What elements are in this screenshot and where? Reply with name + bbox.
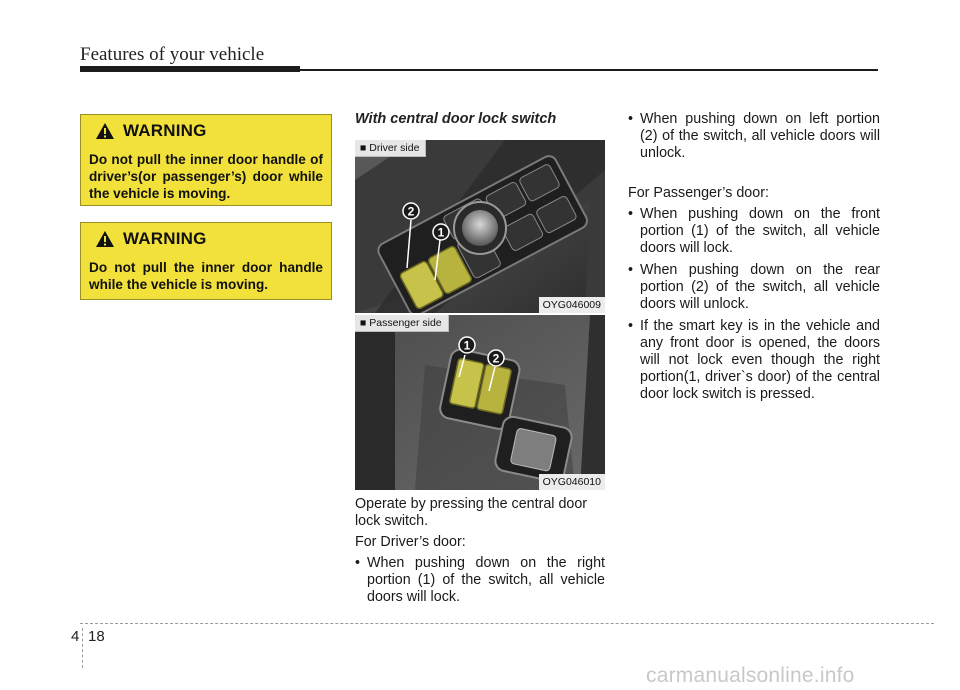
watermark: carmanualsonline.info	[646, 664, 855, 687]
driver-door-heading: For Driver’s door:	[355, 534, 466, 550]
page-header-title: Features of your vehicle	[80, 44, 265, 65]
warning-triangle-icon	[95, 122, 115, 140]
warning-title: WARNING	[123, 121, 207, 140]
callout-1: 1	[437, 225, 445, 240]
header-rule	[300, 69, 878, 71]
page-number: 18	[88, 628, 105, 645]
intro-paragraph: Operate by pressing the central door lock switch.	[355, 496, 588, 529]
warning-text: Do not pull the inner door handle of driver’s(or passenger’s) door while the vehicle is moving.	[89, 152, 323, 201]
figure-driver-side	[355, 140, 605, 313]
warning-box-door-handle	[80, 222, 332, 300]
passenger-bullet-unlock: • When pushing down on the rear portion (2) of the switch, all vehicle doors will unlock.	[628, 262, 880, 312]
figure-label: ■ Passenger side	[355, 315, 449, 332]
passenger-bullet-lock: • When pushing down on the front portion (1) of the switch, all vehicle doors will lock.	[628, 206, 880, 256]
driver-door-switch-illustration	[355, 140, 605, 313]
driver-bullet-unlock: • When pushing down on left portion (2) of the switch, all vehicle doors will unlock.	[628, 111, 880, 161]
warning-text: Do not pull the inner door handle while the vehicle is moving.	[89, 260, 323, 292]
section-heading: With central door lock switch	[355, 111, 557, 127]
warning-triangle-icon	[95, 230, 115, 248]
warning-box-door-handle-driver	[80, 114, 332, 206]
header-rule-bold	[80, 66, 300, 72]
callout-1: 1	[463, 338, 471, 353]
smart-key-bullet: • If the smart key is in the vehicle and any front door is opened, the doors will not lock even though the right portion(1, driver`s door) of the central door lock switch is pressed.	[628, 318, 880, 402]
chapter-number: 4	[71, 628, 80, 645]
figure-code: OYG046009	[539, 297, 605, 313]
passenger-door-switch-illustration	[355, 315, 605, 490]
figure-passenger-side	[355, 315, 605, 490]
footer-rule	[80, 623, 934, 624]
passenger-door-heading: For Passenger’s door:	[628, 185, 769, 201]
callout-2: 2	[407, 204, 415, 219]
driver-bullet-lock: • When pushing down on the right portion (1) of the switch, all vehicle doors will lock.	[355, 555, 605, 605]
page-number-divider	[82, 628, 83, 668]
warning-title: WARNING	[123, 229, 207, 248]
callout-2: 2	[492, 351, 500, 366]
figure-label: ■ Driver side	[355, 140, 426, 157]
figure-code: OYG046010	[539, 474, 605, 490]
